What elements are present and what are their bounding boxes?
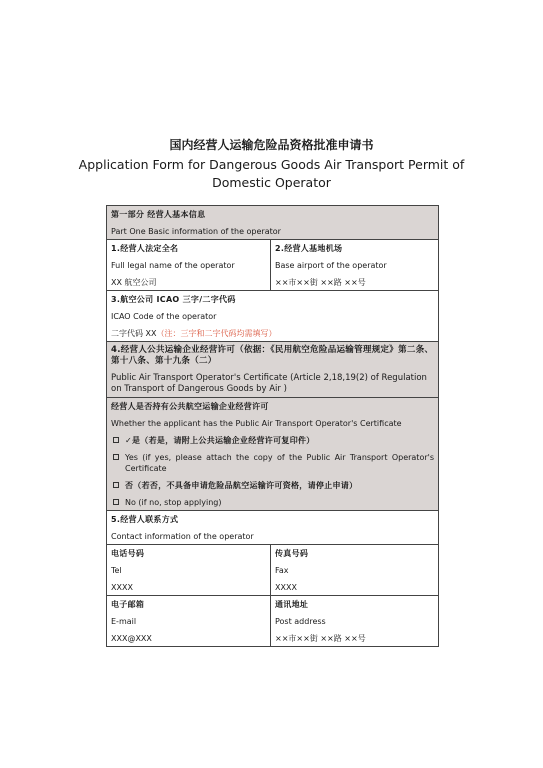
form-title-chinese: 国内经营人运输危险品资格批准申请书 — [169, 138, 374, 152]
icao-row — [107, 291, 439, 342]
base-airport-label-en: Base airport of the operator — [275, 261, 387, 270]
legal-name-value: XX 航空公司 — [111, 278, 157, 287]
tel-fax-row — [107, 545, 439, 596]
option-yes-en[interactable]: Yes (if yes, please attach the copy of the Public Air Transport Operator's Certificate — [111, 452, 434, 474]
part-one-row — [107, 206, 439, 240]
email-label-zh: 电子邮箱 — [111, 600, 145, 609]
fax-value: XXXX — [275, 583, 297, 592]
legal-name-cell — [107, 240, 271, 291]
name-airport-row — [107, 240, 439, 291]
email-address-row — [107, 596, 439, 647]
certificate-basis-label-zh: 4.经营人公共运输企业经营许可（依据：《民用航空危险品运输管理规定》第二条、第十八条、第十九条（二） — [111, 345, 434, 366]
form-title-english-line2: Domestic Operator — [212, 175, 331, 190]
tel-label-zh: 电话号码 — [111, 549, 145, 558]
contact-heading-row — [107, 511, 439, 545]
email-value: XXX@XXX — [111, 634, 152, 643]
fax-cell — [271, 545, 439, 596]
part-one-cell — [107, 206, 439, 240]
icao-value: 二字代码 XX — [111, 329, 157, 338]
checkbox-no-en-icon[interactable] — [113, 499, 119, 505]
base-airport-cell — [271, 240, 439, 291]
address-label-en: Post address — [275, 617, 326, 626]
legal-name-label-en: Full legal name of the operator — [111, 261, 235, 270]
tel-value: XXXX — [111, 583, 133, 592]
tel-label-en: Tel — [111, 566, 122, 575]
part-one-heading-en: Part One Basic information of the operator — [111, 227, 281, 236]
icao-label-zh: 3.航空公司 ICAO 三字/二字代码 — [111, 295, 236, 304]
email-cell — [107, 596, 271, 647]
checkbox-yes-en-icon[interactable] — [113, 454, 119, 460]
option-no-zh[interactable]: 否（若否，不具备申请危险品航空运输许可资格，请停止申请） — [111, 480, 434, 491]
certificate-basis-label-en: Public Air Transport Operator's Certificate (Article 2,18,19(2) of Regulation on Transport of Dangerous Goods by Air ) — [111, 373, 427, 394]
address-cell — [271, 596, 439, 647]
option-no-en[interactable]: No (if no, stop applying) — [111, 497, 434, 508]
operator-certificate-cell — [107, 342, 439, 398]
operator-certificate-row — [107, 342, 439, 398]
form-title-english-line1: Application Form for Dangerous Goods Air Transport Permit of — [78, 157, 465, 172]
part-one-heading-zh: 第一部分 经营人基本信息 — [111, 210, 206, 219]
contact-label-zh: 5.经营人联系方式 — [111, 515, 179, 524]
icao-cell — [107, 291, 439, 342]
option-yes-zh[interactable]: ✓是（若是，请附上公共运输企业经营许可复印件） — [111, 435, 434, 446]
checkbox-yes-icon[interactable] — [113, 437, 119, 443]
certificate-question-cell — [107, 398, 439, 511]
base-airport-label-zh: 2.经营人基地机场 — [275, 244, 343, 253]
application-form-table — [106, 205, 439, 647]
address-label-zh: 通讯地址 — [275, 600, 309, 609]
fax-label-en: Fax — [275, 566, 289, 575]
certificate-question-zh: 经营人是否持有公共航空运输企业经营许可 — [111, 402, 269, 411]
contact-heading-cell — [107, 511, 439, 545]
certificate-question-en: Whether the applicant has the Public Air Transport Operator's Certificate — [111, 419, 402, 428]
certificate-question-row — [107, 398, 439, 511]
checkbox-no-icon[interactable] — [113, 482, 119, 488]
base-airport-value: ××市××街 ××路 ××号 — [275, 278, 366, 287]
legal-name-label-zh: 1.经营人法定全名 — [111, 244, 179, 253]
contact-label-en: Contact information of the operator — [111, 532, 254, 541]
icao-label-en: ICAO Code of the operator — [111, 312, 217, 321]
address-value: ××市××街 ××路 ××号 — [275, 634, 366, 643]
tel-cell — [107, 545, 271, 596]
icao-note: （注：三字和二字代码均需填写） — [156, 329, 277, 338]
fax-label-zh: 传真号码 — [275, 549, 309, 558]
email-label-en: E-mail — [111, 617, 137, 626]
icao-value-line — [111, 328, 434, 339]
